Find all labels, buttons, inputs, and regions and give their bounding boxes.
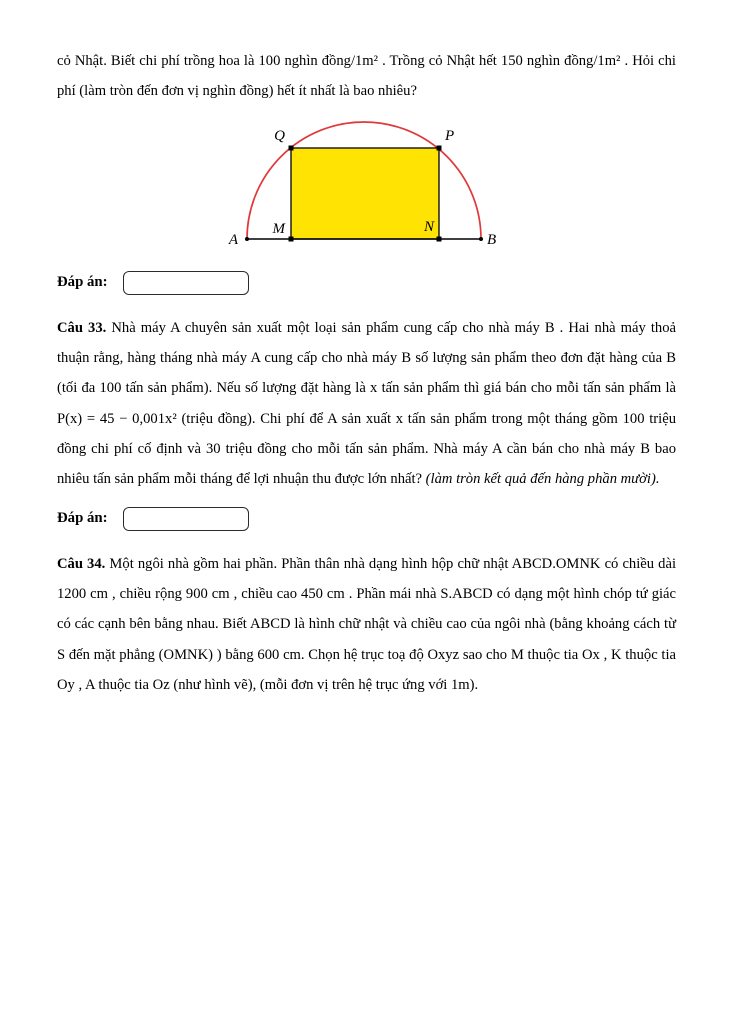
question-33-label: Câu 33. [57,319,107,336]
point-marker-a [245,237,249,241]
inscribed-rectangle [291,148,439,239]
answer-box-1[interactable] [123,271,249,295]
answer-row-2 [57,507,676,531]
question-34-text: Một ngôi nhà gồm hai phần. Phần thân nhà dạng hình hộp chữ nhật ABCD.OMNK có chiều dài 1200 cm , chiều rộng 900 cm , chiều cao 450 cm . Phần mái nhà S.ABCD có dạng một hình chóp tứ giác có các cạnh bên bằng nhau. Biết ABCD là hình chữ nhật và chiều cao của ngôi nhà (bằng khoảng cách từ S đến mặt phẳng (OMNK) ) bằng 600 cm. Chọn hệ trục toạ độ Oxyz sao cho M thuộc tia Ox , K thuộc tia Oy , A thuộc tia Oz (như hình vẽ), (mỗi đơn vị trên hệ trục ứng với 1m). [57,555,676,694]
question-34-label: Câu 34. [57,555,106,572]
question-33 [57,313,676,495]
point-label-q: Q [273,127,285,144]
point-marker-q [288,145,293,150]
point-marker-m [288,236,293,241]
point-label-b: B [486,231,496,248]
point-label-n: N [423,218,434,235]
answer-row-1 [57,271,676,295]
point-label-p: P [444,127,454,144]
point-marker-n [436,236,441,241]
intro-paragraph: cỏ Nhật. Biết chi phí trồng hoa là 100 nghìn đồng/1m² . Trồng cỏ Nhật hết 150 nghìn đồng/1m² . Hỏi chi phí (làm tròn đến đơn vị nghìn đồng) hết ít nhất là bao nhiêu? [57,53,676,100]
point-marker-b [479,237,483,241]
question-33-note: (làm tròn kết quả đến hàng phần mười). [425,471,660,488]
semicircle-figure [223,113,511,259]
point-marker-p [436,145,441,150]
point-label-a: A [228,231,238,248]
answer-label-1: Đáp án: [57,273,108,290]
point-label-m: M [272,220,285,237]
answer-box-2[interactable] [123,507,249,531]
answer-label-2: Đáp án: [57,509,108,526]
figure-container [57,113,676,259]
question-33-text: Nhà máy A chuyên sản xuất một loại sản phẩm cung cấp cho nhà máy B . Hai nhà máy thoả thuận rằng, hàng tháng nhà máy A cung cấp cho nhà máy B số lượng sản phẩm theo đơn đặt hàng của B (tối đa 100 tấn sản phẩm). Nếu số lượng đặt hàng là x tấn sản phẩm thì giá bán cho mỗi tấn sản phẩm là P(x) = 45 − 0,001x² (triệu đồng). Chi phí để A sản xuất x tấn sản phẩm trong một tháng gồm 100 triệu đồng chi phí cố định và 30 triệu đồng cho mỗi tấn sản phẩm. Nhà máy A cần bán cho nhà máy B bao nhiêu tấn sản phẩm mỗi tháng để lợi nhuận thu được lớn nhất? [57,319,677,488]
question-34 [57,549,676,701]
